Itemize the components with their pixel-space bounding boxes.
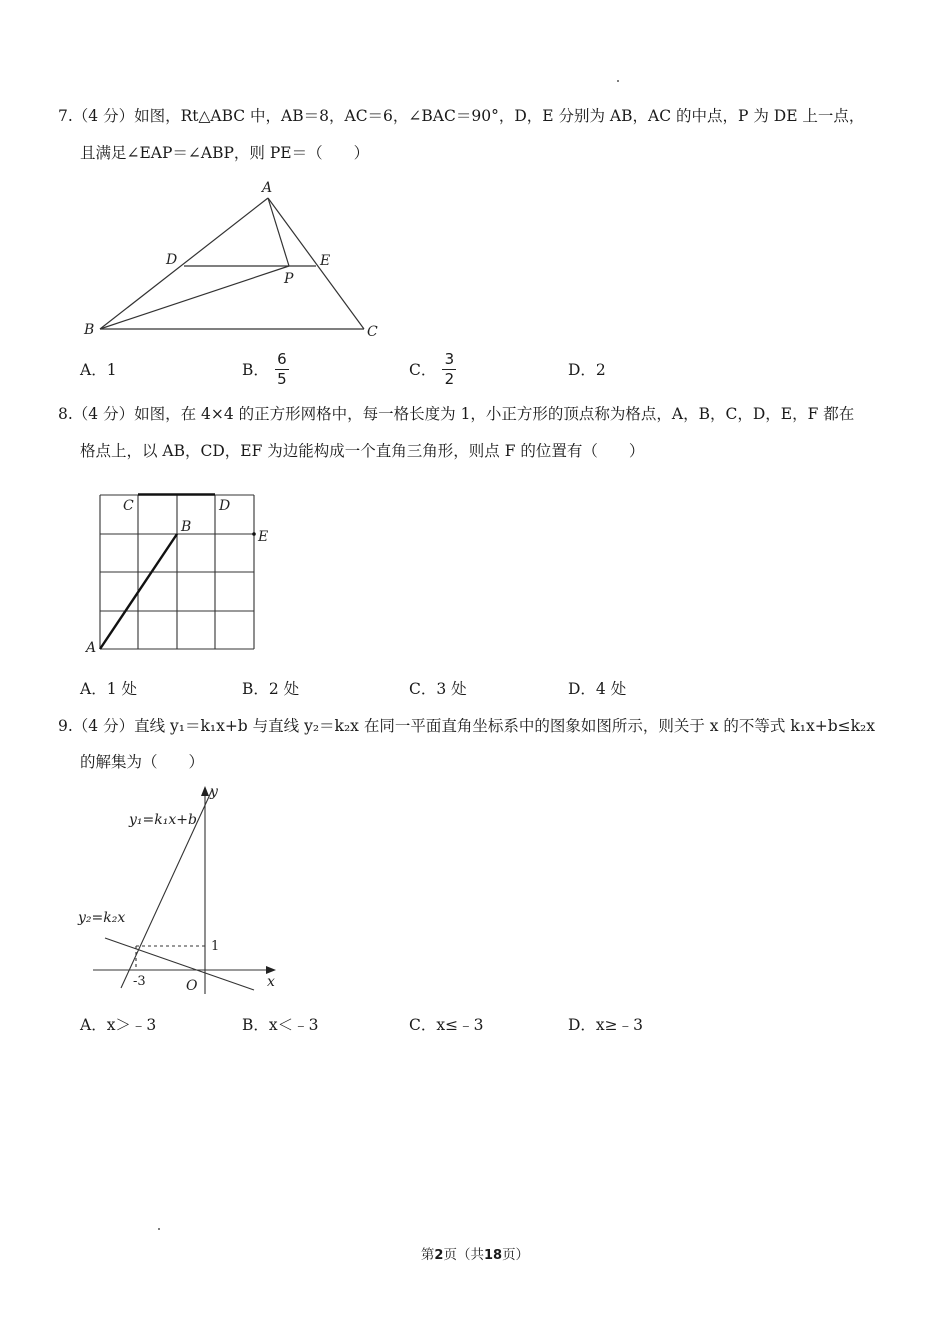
q7-label-d: D [166,252,178,268]
q8-label-a: A [86,640,97,656]
q8-label-e: E [258,529,269,545]
q7-label-c: C [367,324,378,340]
q7-option-b-letter: B． [242,361,269,379]
q7-option-c-letter: C． [409,361,437,379]
q8-label-c: C [123,498,134,514]
q8-text-line2: 格点上，以 AB，CD，EF 为边能构成一个直角三角形，则点 F 的位置有（ ） [80,442,645,460]
footer-suffix: 页） [502,1247,530,1263]
q8-text-line1: 8.（4 分）如图，在 4×4 的正方形网格中，每一格长度为 1，小正方形的顶点称为格点，A，B，C，D，E，F 都在 [58,405,855,423]
q8-option-d[interactable]: D．4 处 [568,680,627,698]
q7-option-a[interactable]: A．1 [80,361,117,379]
q9-line1-label: y₁=k₁x+b [129,812,197,828]
footer-prefix: 第 [420,1247,435,1263]
q9-axis-y-label: y [210,784,218,800]
q9-option-b[interactable]: B．x＜﹣3 [242,1016,319,1034]
q7-option-d[interactable]: D．2 [568,361,606,379]
q7-label-a: A [262,180,273,196]
footer-page-number: 2 [434,1248,444,1263]
q9-tick-1: 1 [211,939,220,954]
q9-tick-neg3: -3 [133,974,146,989]
q9-options [80,1004,780,1044]
q7-label-e: E [320,253,331,269]
scan-speck [158,1228,160,1230]
q7-label-b: B [84,322,95,338]
q9-option-c[interactable]: C．x≤﹣3 [409,1016,484,1034]
q8-label-d: D [219,498,231,514]
q9-origin-label: O [186,978,198,994]
q9-axis-x-label: x [267,974,275,990]
q7-text-line2: 且满足∠EAP＝∠ABP，则 PE＝（ ） [80,144,370,162]
q8-label-b: B [181,519,192,535]
q9-option-d[interactable]: D．x≥﹣3 [568,1016,644,1034]
q7-label-p: P [284,271,294,287]
q8-option-b[interactable]: B．2 处 [242,680,300,698]
page-footer [0,1243,950,1263]
q7-option-b-numerator: 6 [277,349,287,368]
q7-option-c-denominator: 2 [444,369,455,388]
footer-middle: 页（共 [443,1247,484,1263]
q7-option-c-numerator: 3 [444,349,455,368]
q9-text-line1: 9.（4 分）直线 y₁＝k₁x+b 与直线 y₂＝k₂x 在同一平面直角坐标系中的图象如图所示，则关于 x 的不等式 k₁x+b≤k₂x [58,717,875,735]
q7-text-line1: 7.（4 分）如图，Rt△ABC 中，AB＝8，AC＝6，∠BAC＝90°，D，E 分别为 AB，AC 的中点，P 为 DE 上一点， [58,107,865,125]
q7-option-b-denominator: 5 [277,369,287,388]
q9-line2-label: y₂=k₂x [78,910,126,926]
q9-text-line2: 的解集为（ ） [80,753,205,771]
q9-option-a[interactable]: A．x＞﹣3 [80,1016,157,1034]
footer-total-pages: 18 [483,1248,503,1263]
q8-option-c[interactable]: C．3 处 [409,680,467,698]
q8-option-a[interactable]: A．1 处 [80,680,137,698]
